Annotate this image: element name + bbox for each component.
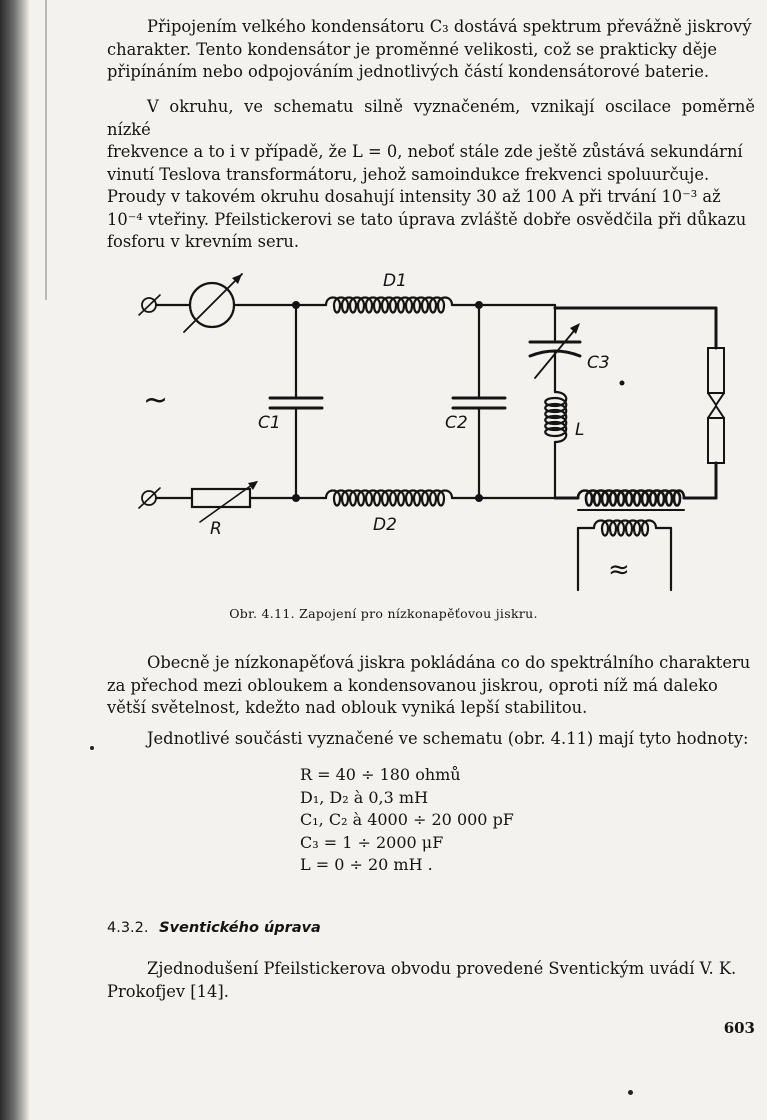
text-line: Jednotlivé součásti vyznačené ve schematu (obr. 4.11) mají tyto hodnoty: [147, 729, 749, 748]
tesla-transformer-primary [578, 491, 684, 506]
text-line: Obecně je nízkonapěťová jiskra pokládána co do spektrálního charakteru [147, 653, 751, 672]
text-line: Proudy v takovém okruhu dosahují intensity 30 až 100 A při trvání 10⁻³ až [107, 187, 721, 206]
circuit-diagram [0, 260, 767, 600]
figure-caption: Obr. 4.11. Zapojení pro nízkonapěťovou jiskru. [229, 606, 538, 621]
paragraph-capacitor-c3 [107, 16, 755, 84]
label-r: R [210, 519, 222, 539]
text-line: větší světelnost, kdežto nad oblouk vyniká lepší stabilitou. [107, 698, 588, 717]
paragraph-low-voltage-spark [107, 652, 755, 720]
margin-mark [45, 0, 47, 300]
value-d1-d2: D₁, D₂ à 0,3 mH [300, 787, 429, 807]
hf-output-symbol: ≈ [608, 555, 630, 585]
label-d2: D2 [373, 515, 397, 535]
ink-speck [628, 1090, 633, 1095]
label-c1: C1 [258, 413, 281, 433]
variable-resistor-r [192, 481, 258, 522]
variable-capacitor-c3 [530, 305, 580, 392]
ac-source-symbol: ~ [143, 383, 169, 418]
text-line: Zjednodušení Pfeilstickerova obvodu provedené Sventickým uvádí V. K. [147, 959, 737, 978]
capacitor-c1 [270, 305, 322, 498]
section-number: 4.3.2. [107, 920, 149, 936]
label-c3: C3 [587, 353, 610, 373]
component-values-list [300, 764, 514, 877]
text-line: připínáním nebo odpojováním jednotlivých částí kondensátorové baterie. [107, 62, 710, 81]
page-number: 603 [723, 1019, 755, 1037]
text-line: Prokofjev [14]. [107, 981, 229, 1001]
text-line: frekvence a to i v případě, že L = 0, neboť stále zde ještě zůstává sekundární [107, 142, 743, 161]
text-line: Připojením velkého kondensátoru C₃ dostává spektrum převážně jiskrový [147, 17, 752, 36]
choke-d2 [326, 491, 452, 506]
text-line: V okruhu, ve schematu silně vyznačeném, vznikají oscilace poměrně nízké [107, 97, 755, 139]
paragraph-sventicky [107, 958, 755, 1003]
text-line: fosforu v krevním seru. [107, 232, 300, 251]
text-line: charakter. Tento kondensátor je proměnné velikosti, což se prakticky děje [107, 39, 718, 59]
tesla-transformer-secondary [594, 521, 656, 536]
inductor-l [545, 392, 566, 442]
value-l: L = 0 ÷ 20 mH . [300, 855, 433, 874]
value-r: R = 40 ÷ 180 ohmů [300, 765, 461, 784]
text-line: 10⁻⁴ vteřiny. Pfeilstickerovi se tato úprava zvláště dobře osvědčila při důkazu [107, 209, 747, 229]
value-c3: C₃ = 1 ÷ 2000 μF [300, 832, 444, 852]
label-d1: D1 [383, 271, 407, 291]
section-heading [107, 920, 321, 936]
label-l: L [575, 420, 585, 440]
heavy-oscillation-circuit [555, 308, 716, 498]
choke-d1 [326, 298, 452, 313]
value-c1-c2: C₁, C₂ à 4000 ÷ 20 000 pF [300, 810, 514, 829]
paragraph-component-values-intro [107, 728, 755, 751]
capacitor-c2 [453, 305, 505, 498]
ammeter-symbol [184, 274, 242, 332]
label-c2: C2 [445, 413, 468, 433]
ink-speck [90, 746, 94, 750]
section-title: Sventického úprava [159, 920, 321, 936]
paragraph-oscillation-circuit [107, 96, 755, 254]
text-line: za přechod mezi obloukem a kondensovanou jiskrou, oproti níž má daleko [107, 675, 718, 695]
text-line: vinutí Teslova transformátoru, jehož samoindukce frekvenci spoluurčuje. [107, 164, 710, 184]
spark-gap [708, 348, 724, 463]
